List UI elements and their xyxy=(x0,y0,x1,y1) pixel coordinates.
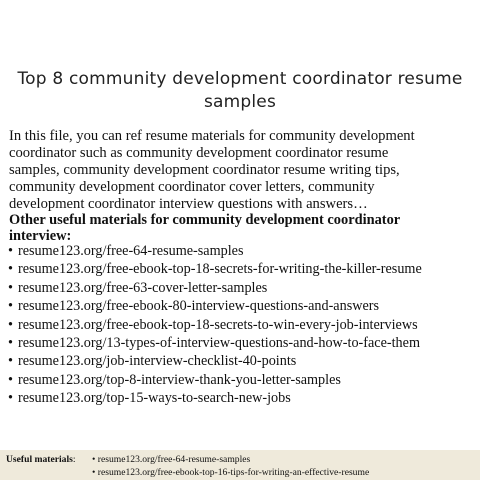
intro-line: samples, community development coordinator resume writing tips, xyxy=(9,162,400,178)
list-item[interactable] xyxy=(8,334,478,352)
page-title xyxy=(0,68,480,114)
bullet-icon: • xyxy=(8,279,13,296)
list-item[interactable] xyxy=(8,389,478,407)
resource-link[interactable]: resume123.org/free-ebook-top-18-secrets-for-writing-the-killer-resume xyxy=(18,261,422,278)
other-materials-list xyxy=(8,242,478,408)
other-materials-heading xyxy=(9,212,475,244)
list-item[interactable] xyxy=(8,260,478,278)
list-item[interactable] xyxy=(8,316,478,334)
bullet-icon: • xyxy=(8,371,13,388)
bullet-icon: • xyxy=(92,467,96,478)
bullet-icon: • xyxy=(92,454,96,465)
intro-line: coordinator such as community development coordinator resume xyxy=(9,145,389,161)
intro-paragraph xyxy=(9,128,475,213)
bullet-icon: • xyxy=(8,316,13,333)
resource-link[interactable]: resume123.org/free-ebook-80-interview-questions-and-answers xyxy=(18,298,380,315)
footer-label-text: Useful materials xyxy=(6,454,73,465)
resource-link[interactable]: resume123.org/13-types-of-interview-questions-and-how-to-face-them xyxy=(18,335,420,352)
bullet-icon: • xyxy=(8,261,13,278)
other-materials-heading-line-2: interview: xyxy=(9,228,72,244)
footer-list-item[interactable] xyxy=(92,466,369,479)
bullet-icon: • xyxy=(8,243,13,259)
list-item[interactable] xyxy=(8,352,478,370)
other-materials-heading-line-1: Other useful materials for community development coordinator xyxy=(9,212,401,228)
footer-links-list xyxy=(92,453,369,479)
footer-bar xyxy=(0,450,480,480)
resource-link[interactable]: resume123.org/free-63-cover-letter-samples xyxy=(18,279,268,296)
footer-resource-link[interactable]: resume123.org/free-64-resume-samples xyxy=(97,454,251,465)
resource-link[interactable]: resume123.org/job-interview-checklist-40-points xyxy=(18,353,297,370)
bullet-icon: • xyxy=(8,390,13,407)
page-title-line-1: Top 8 community development coordinator resume xyxy=(17,69,463,89)
intro-line: development coordinator interview questions with answers… xyxy=(9,196,368,212)
list-item[interactable] xyxy=(8,279,478,297)
list-item[interactable] xyxy=(8,297,478,315)
resource-link[interactable]: resume123.org/free-ebook-top-18-secrets-to-win-every-job-interviews xyxy=(18,316,418,333)
footer-label-separator: : xyxy=(72,454,76,465)
list-item[interactable] xyxy=(8,242,478,260)
footer-resource-link[interactable]: resume123.org/free-ebook-top-16-tips-for-writing-an-effective-resume xyxy=(97,467,370,478)
intro-line: In this file, you can ref resume materials for community development xyxy=(9,128,415,144)
resource-link[interactable]: resume123.org/top-8-interview-thank-you-letter-samples xyxy=(18,371,341,388)
bullet-icon: • xyxy=(8,335,13,352)
footer-list-item[interactable] xyxy=(92,453,369,466)
resource-link[interactable]: resume123.org/free-64-resume-samples xyxy=(18,243,244,259)
bullet-icon: • xyxy=(8,353,13,370)
page-title-line-2: samples xyxy=(203,92,277,112)
footer-label xyxy=(6,453,76,466)
list-item[interactable] xyxy=(8,371,478,389)
intro-line: community development coordinator cover letters, community xyxy=(9,179,375,195)
resource-link[interactable]: resume123.org/top-15-ways-to-search-new-jobs xyxy=(18,390,291,407)
bullet-icon: • xyxy=(8,298,13,315)
